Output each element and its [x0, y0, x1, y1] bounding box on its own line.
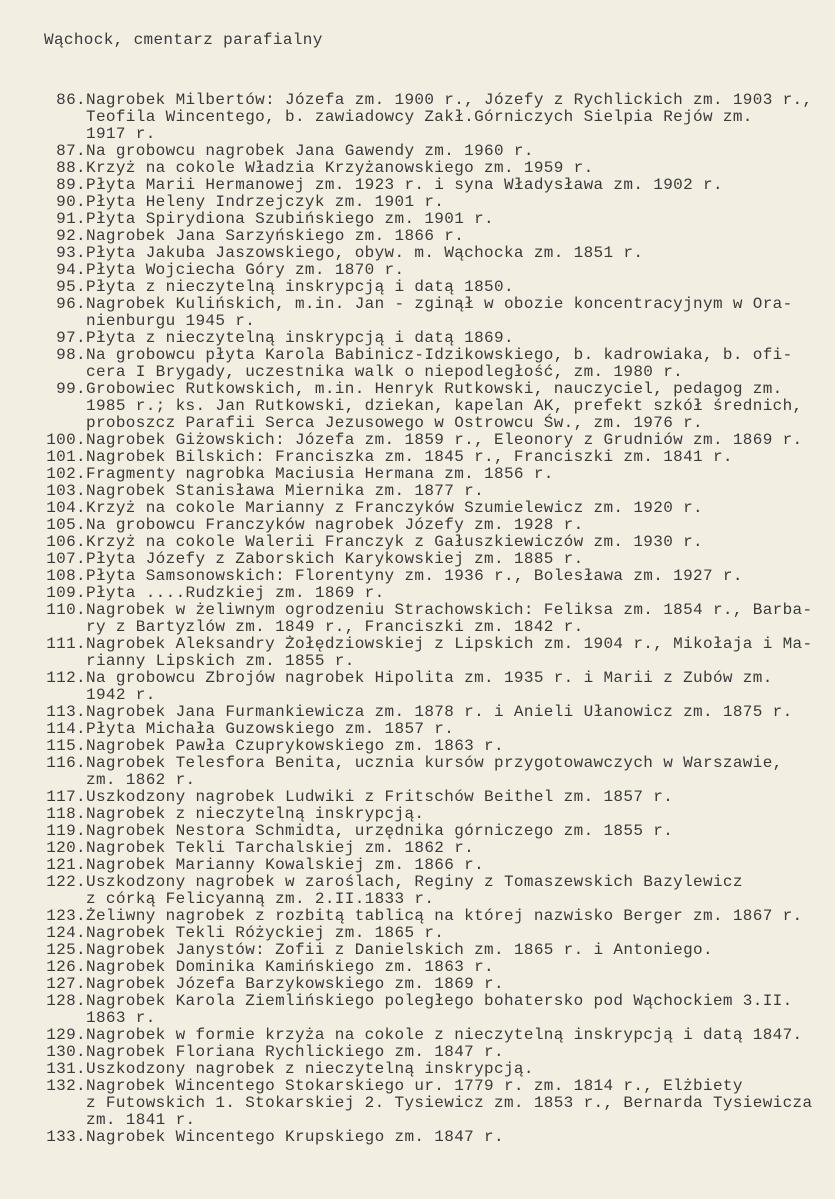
- grave-list: [40, 92, 835, 1146]
- list-item: [40, 568, 835, 585]
- entry-number: 90.: [56, 193, 86, 211]
- entry-number: 110.: [46, 601, 86, 619]
- entry-text: Nagrobek Aleksandry Żołędziowskiej z Lipskich zm. 1904 r., Mikołaja i Ma- rianny Lipskich zm. 1855 r.: [86, 635, 813, 670]
- entry-text: Nagrobek Jana Furmankiewicza zm. 1878 r. i Anieli Ułanowicz zm. 1875 r.: [86, 703, 793, 721]
- entry-number: 113.: [46, 703, 86, 721]
- entry-text: Nagrobek Bilskich: Franciszka zm. 1845 r., Franciszki zm. 1841 r.: [86, 448, 733, 466]
- entry-text: Nagrobek Wincentego Krupskiego zm. 1847 r.: [86, 1128, 504, 1146]
- entry-text: Na grobowcu płyta Karola Babinicz-Idzikowskiego, b. kadrowiaka, b. ofi- cera I Brygady, uczestnika walk o niepodległość, zm. 1980 r.: [86, 346, 793, 381]
- entry-number: 122.: [46, 873, 86, 891]
- entry-number: 105.: [46, 516, 86, 534]
- entry-text: Nagrobek Tekli Różyckiej zm. 1865 r.: [86, 924, 445, 942]
- entry-number: 86.: [56, 91, 86, 109]
- entry-text: Nagrobek Milbertów: Józefa zm. 1900 r., Józefy z Rychlickich zm. 1903 r., Teofila Wincentego, b. zawiadowcy Zakł.Górniczych Sielpia Rejów zm. 1917 r.: [86, 91, 813, 143]
- entry-number: 101.: [46, 448, 86, 466]
- list-item: [40, 211, 835, 228]
- list-item: [40, 1129, 835, 1146]
- entry-text: Uszkodzony nagrobek z nieczytelną inskrypcją.: [86, 1060, 534, 1078]
- list-item: [40, 585, 835, 602]
- entry-number: 130.: [46, 1043, 86, 1061]
- entry-text: Nagrobek Stanisława Miernika zm. 1877 r.: [86, 482, 485, 500]
- entry-text: Na grobowcu nagrobek Jana Gawendy zm. 1960 r.: [86, 142, 534, 160]
- list-item: [40, 381, 835, 432]
- entry-number: 94.: [56, 261, 86, 279]
- entry-number: 114.: [46, 720, 86, 738]
- entry-text: Nagrobek z nieczytelną inskrypcją.: [86, 805, 425, 823]
- entry-text: Nagrobek w żeliwnym ogrodzeniu Strachowskich: Feliksa zm. 1854 r., Barba- ry z Bartyzlów zm. 1849 r., Franciszki zm. 1842 r.: [86, 601, 813, 636]
- entry-text: Grobowiec Rutkowskich, m.in. Henryk Rutkowski, nauczyciel, pedagog zm. 1985 r.; ks. Jan Rutkowski, dziekan, kapelan AK, prefekt szkół średnich, proboszcz Parafii Serca Jezusowego w Ostrowcu Św., zm. 1976 r.: [86, 380, 803, 432]
- list-item: [40, 670, 835, 704]
- entry-number: 87.: [56, 142, 86, 160]
- entry-text: Płyta Józefy z Zaborskich Karykowskiej zm. 1885 r.: [86, 550, 584, 568]
- list-item: [40, 228, 835, 245]
- entry-text: Płyta Wojciecha Góry zm. 1870 r.: [86, 261, 405, 279]
- list-item: [40, 1078, 835, 1129]
- entry-number: 107.: [46, 550, 86, 568]
- entry-number: 111.: [46, 635, 86, 653]
- entry-number: 98.: [56, 346, 86, 364]
- entry-number: 95.: [56, 278, 86, 296]
- entry-number: 103.: [46, 482, 86, 500]
- list-item: [40, 296, 835, 330]
- entry-number: 121.: [46, 856, 86, 874]
- entry-text: Uszkodzony nagrobek w zaroślach, Reginy z Tomaszewskich Bazylewicz z córką Felicyanną zm. 2.II.1833 r.: [86, 873, 743, 908]
- list-item: [40, 330, 835, 347]
- list-item: [40, 517, 835, 534]
- entry-text: Płyta Jakuba Jaszowskiego, obyw. m. Wąchocka zm. 1851 r.: [86, 244, 644, 262]
- list-item: [40, 143, 835, 160]
- list-item: [40, 636, 835, 670]
- list-item: [40, 449, 835, 466]
- entry-text: Nagrobek Józefa Barzykowskiego zm. 1869 r.: [86, 975, 504, 993]
- entry-number: 89.: [56, 176, 86, 194]
- entry-text: Nagrobek Dominika Kamińskiego zm. 1863 r.: [86, 958, 495, 976]
- list-item: [40, 755, 835, 789]
- entry-number: 133.: [46, 1128, 86, 1146]
- list-item: [40, 942, 835, 959]
- entry-number: 102.: [46, 465, 86, 483]
- entry-text: Na grobowcu Franczyków nagrobek Józefy zm. 1928 r.: [86, 516, 584, 534]
- entry-number: 132.: [46, 1077, 86, 1095]
- list-item: [40, 602, 835, 636]
- list-item: [40, 874, 835, 908]
- entry-number: 100.: [46, 431, 86, 449]
- entry-text: Fragmenty nagrobka Maciusia Hermana zm. 1856 r.: [86, 465, 554, 483]
- list-item: [40, 279, 835, 296]
- list-item: [40, 959, 835, 976]
- entry-text: Nagrobek w formie krzyża na cokole z nieczytelną inskrypcją i datą 1847.: [86, 1026, 803, 1044]
- list-item: [40, 177, 835, 194]
- entry-text: Płyta Marii Hermanowej zm. 1923 r. i syna Władysława zm. 1902 r.: [86, 176, 723, 194]
- entry-text: Płyta z nieczytelną inskrypcją i datą 1869.: [86, 329, 514, 347]
- entry-text: Płyta Spirydiona Szubińskiego zm. 1901 r.: [86, 210, 495, 228]
- entry-number: 108.: [46, 567, 86, 585]
- entry-text: Nagrobek Telesfora Benita, ucznia kursów przygotowawczych w Warszawie, zm. 1862 r.: [86, 754, 783, 789]
- entry-number: 109.: [46, 584, 86, 602]
- entry-number: 88.: [56, 159, 86, 177]
- list-item: [40, 551, 835, 568]
- entry-text: Nagrobek Pawła Czuprykowskiego zm. 1863 r.: [86, 737, 504, 755]
- list-item: [40, 1061, 835, 1078]
- entry-text: Na grobowcu Zbrojów nagrobek Hipolita zm. 1935 r. i Marii z Zubów zm. 1942 r.: [86, 669, 773, 704]
- entry-number: 116.: [46, 754, 86, 772]
- list-item: [40, 738, 835, 755]
- list-item: [40, 704, 835, 721]
- entry-text: Nagrobek Janystów: Zofii z Danielskich zm. 1865 r. i Antoniego.: [86, 941, 713, 959]
- list-item: [40, 432, 835, 449]
- entry-text: Nagrobek Tekli Tarchalskiej zm. 1862 r.: [86, 839, 475, 857]
- entry-number: 126.: [46, 958, 86, 976]
- entry-text: Nagrobek Wincentego Stokarskiego ur. 1779 r. zm. 1814 r., Elżbiety z Futowskich 1. Stokarskiej 2. Tysiewicz zm. 1853 r., Bernarda Tysiewicza zm. 1841 r.: [86, 1077, 813, 1129]
- entry-number: 104.: [46, 499, 86, 517]
- entry-text: Nagrobek Jana Sarzyńskiego zm. 1866 r.: [86, 227, 465, 245]
- entry-text: Nagrobek Nestora Schmidta, urzędnika górniczego zm. 1855 r.: [86, 822, 674, 840]
- list-item: [40, 823, 835, 840]
- list-item: [40, 925, 835, 942]
- entry-text: Nagrobek Kulińskich, m.in. Jan - zginął w obozie koncentracyjnym w Ora- nienburgu 1945 r.: [86, 295, 793, 330]
- list-item: [40, 993, 835, 1027]
- list-item: [40, 976, 835, 993]
- list-item: [40, 534, 835, 551]
- list-item: [40, 857, 835, 874]
- entry-text: Krzyż na cokole Walerii Franczyk z Gałuszkiewiczów zm. 1930 r.: [86, 533, 703, 551]
- entry-text: Płyta Heleny Indrzejczyk zm. 1901 r.: [86, 193, 445, 211]
- list-item: [40, 160, 835, 177]
- list-item: [40, 466, 835, 483]
- entry-text: Żeliwny nagrobek z rozbitą tablicą na której nazwisko Berger zm. 1867 r.: [86, 907, 803, 925]
- list-item: [40, 194, 835, 211]
- entry-text: Nagrobek Marianny Kowalskiej zm. 1866 r.: [86, 856, 485, 874]
- list-item: [40, 1027, 835, 1044]
- entry-number: 118.: [46, 805, 86, 823]
- entry-number: 96.: [56, 295, 86, 313]
- entry-number: 123.: [46, 907, 86, 925]
- entry-number: 93.: [56, 244, 86, 262]
- entry-number: 97.: [56, 329, 86, 347]
- entry-number: 127.: [46, 975, 86, 993]
- list-item: [40, 806, 835, 823]
- entry-text: Krzyż na cokole Władzia Krzyżanowskiego zm. 1959 r.: [86, 159, 594, 177]
- entry-number: 117.: [46, 788, 86, 806]
- list-item: [40, 245, 835, 262]
- entry-number: 106.: [46, 533, 86, 551]
- document-title: Wąchock, cmentarz parafialny: [44, 31, 323, 49]
- list-item: [40, 92, 835, 143]
- entry-number: 91.: [56, 210, 86, 228]
- list-item: [40, 347, 835, 381]
- list-item: [40, 262, 835, 279]
- entry-number: 128.: [46, 992, 86, 1010]
- list-item: [40, 1044, 835, 1061]
- entry-number: 112.: [46, 669, 86, 687]
- entry-text: Nagrobek Giżowskich: Józefa zm. 1859 r., Eleonory z Grudniów zm. 1869 r.: [86, 431, 803, 449]
- entry-text: Krzyż na cokole Marianny z Franczyków Szumielewicz zm. 1920 r.: [86, 499, 703, 517]
- list-item: [40, 721, 835, 738]
- entry-number: 129.: [46, 1026, 86, 1044]
- entry-number: 99.: [56, 380, 86, 398]
- list-item: [40, 908, 835, 925]
- entry-number: 131.: [46, 1060, 86, 1078]
- entry-text: Płyta Michała Guzowskiego zm. 1857 r.: [86, 720, 455, 738]
- list-item: [40, 840, 835, 857]
- entry-number: 125.: [46, 941, 86, 959]
- entry-text: Nagrobek Karola Ziemlińskiego poległego bohatersko pod Wąchockiem 3.II. 1863 r.: [86, 992, 793, 1027]
- entry-text: Płyta Samsonowskich: Florentyny zm. 1936 r., Bolesława zm. 1927 r.: [86, 567, 743, 585]
- entry-number: 119.: [46, 822, 86, 840]
- list-item: [40, 789, 835, 806]
- entry-number: 120.: [46, 839, 86, 857]
- entry-number: 115.: [46, 737, 86, 755]
- entry-text: Płyta z nieczytelną inskrypcją i datą 1850.: [86, 278, 514, 296]
- entry-number: 92.: [56, 227, 86, 245]
- entry-number: 124.: [46, 924, 86, 942]
- list-item: [40, 500, 835, 517]
- entry-text: Nagrobek Floriana Rychlickiego zm. 1847 r.: [86, 1043, 504, 1061]
- entry-text: Płyta ....Rudzkiej zm. 1869 r.: [86, 584, 385, 602]
- entry-text: Uszkodzony nagrobek Ludwiki z Fritschów Beithel zm. 1857 r.: [86, 788, 674, 806]
- list-item: [40, 483, 835, 500]
